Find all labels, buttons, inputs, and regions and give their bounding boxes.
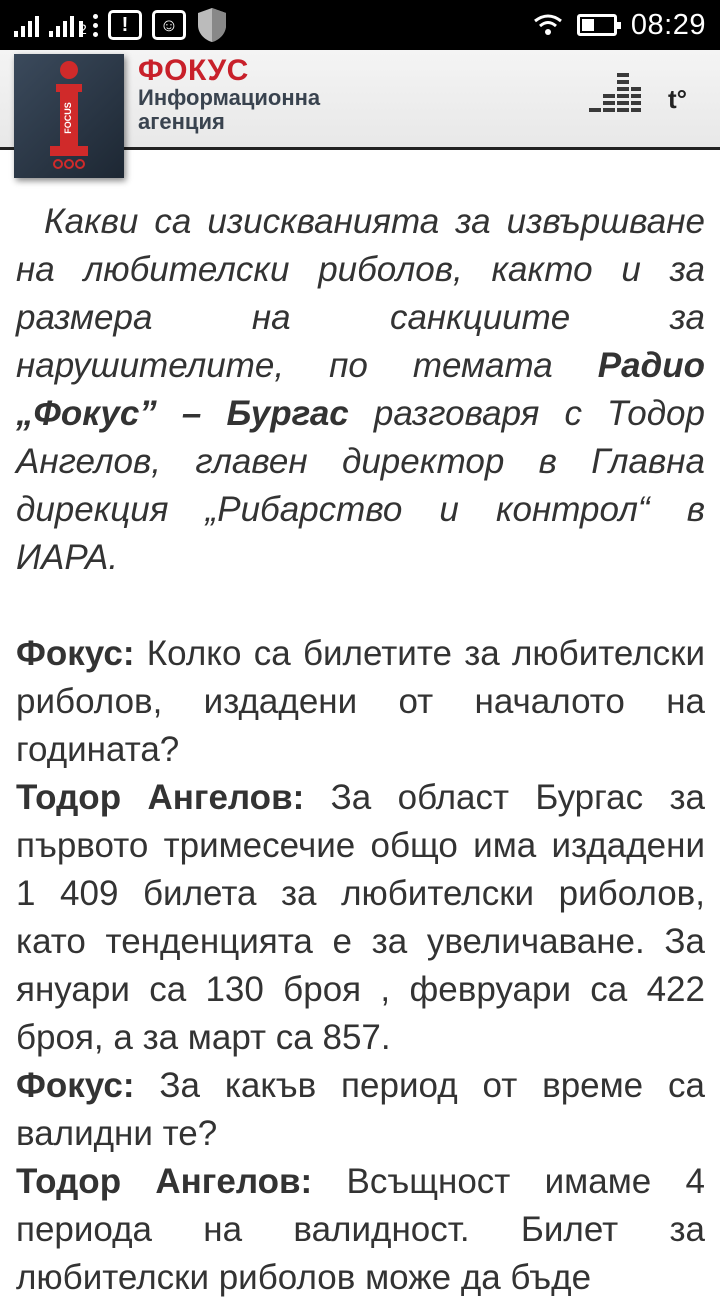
qa-text: За област Бургас за първото тримесечие общо има издадени 1 409 билета за любителски риболов, като тенденцията е за увеличаване. За януари са 130 броя , февруари са 422 броя, а за март са 857. bbox=[16, 778, 706, 1057]
temperature-button[interactable]: t° bbox=[668, 84, 688, 114]
equalizer-icon[interactable] bbox=[589, 72, 641, 116]
signal-sim1-icon bbox=[14, 13, 39, 37]
more-notifications-icon bbox=[93, 14, 98, 37]
wifi-icon bbox=[533, 13, 563, 37]
qa-speaker: Фокус: bbox=[16, 634, 135, 673]
article-body bbox=[16, 198, 705, 1302]
qa-text: Всъщност имаме 4 периода на валидност. Билет за любителски риболов може да бъде bbox=[16, 1162, 706, 1297]
qa-item bbox=[16, 630, 705, 774]
brand-block bbox=[138, 56, 320, 134]
focus-i-logo-icon bbox=[42, 60, 96, 172]
qa-item bbox=[16, 774, 705, 1062]
battery-icon bbox=[577, 14, 617, 36]
brand-subtitle-line1: Информационна bbox=[138, 85, 321, 110]
qa-speaker: Тодор Ангелов: bbox=[16, 1162, 313, 1201]
brand-subtitle-line2: агенция bbox=[138, 109, 225, 134]
clock: 08:29 bbox=[630, 8, 706, 41]
signal-sim2-icon bbox=[49, 13, 87, 37]
chat-notification-icon: ☺ bbox=[152, 10, 186, 40]
sim2-label: 2 bbox=[79, 21, 87, 37]
brand-name: ФОКУС bbox=[138, 54, 249, 87]
qa-item bbox=[16, 1062, 705, 1158]
lead-text-2: разговаря с Тодор Ангелов, главен директор в Главна дирекция „Рибарство и контрол“ в ИАРА. bbox=[16, 394, 705, 577]
lead-text-1: Какви са изискванията за извършване на любителски риболов, както и за размера на санкциите за нарушителите, по темата bbox=[16, 202, 705, 385]
lead-bold-text: Радио „Фокус” – Бургас bbox=[16, 346, 705, 433]
alert-notification-icon: ! bbox=[108, 10, 142, 40]
focus-logo[interactable] bbox=[14, 54, 124, 178]
shield-icon bbox=[196, 7, 228, 43]
qa-text: Колко са билетите за любителски риболов, издадени от началото на годината? bbox=[16, 634, 705, 769]
logo-text: FOCUS bbox=[63, 102, 73, 134]
qa-text: За какъв период от време са валидни те? bbox=[16, 1066, 705, 1153]
qa-item bbox=[16, 1158, 705, 1302]
status-bar bbox=[0, 0, 720, 50]
qa-speaker: Тодор Ангелов: bbox=[16, 778, 305, 817]
article-lead bbox=[16, 198, 705, 582]
qa-speaker: Фокус: bbox=[16, 1066, 135, 1105]
